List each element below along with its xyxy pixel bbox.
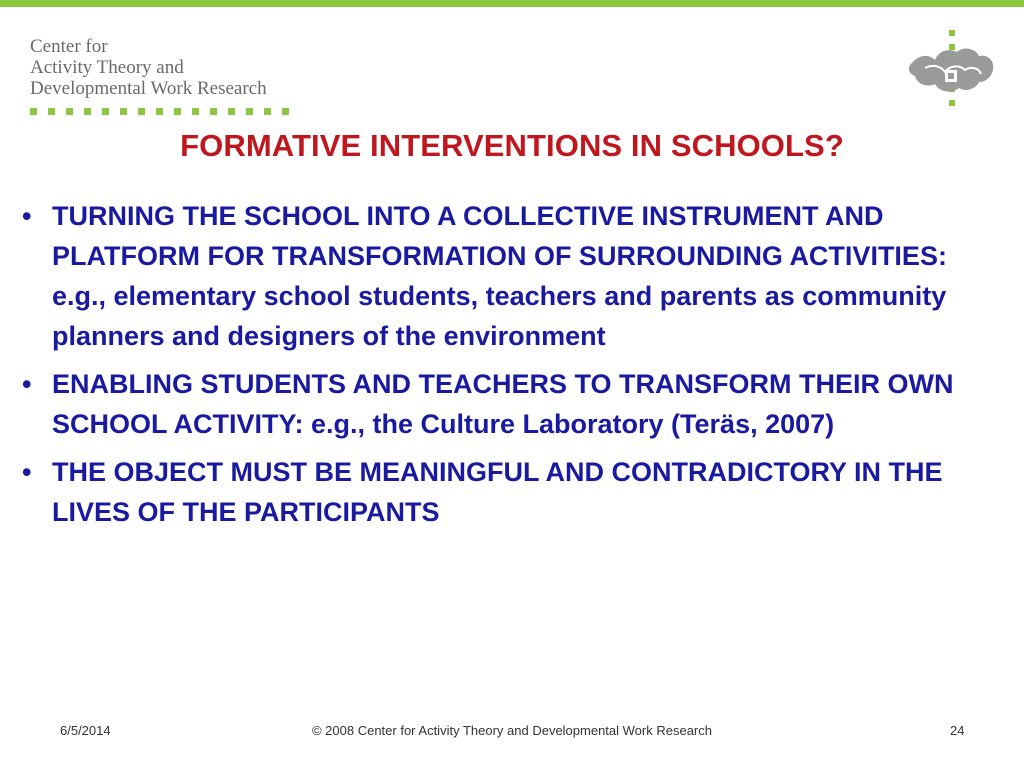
bullet-dot-icon: • <box>22 369 32 399</box>
org-name-line-1: Center for <box>30 36 108 57</box>
footer-copyright: © 2008 Center for Activity Theory and Developmental Work Research <box>311 723 712 738</box>
bullet-item <box>22 364 1002 444</box>
org-dotted-divider <box>30 108 330 116</box>
top-accent-bar <box>0 0 1024 7</box>
org-name-line-2: Activity Theory and <box>30 57 184 78</box>
footer-date: 6/5/2014 <box>60 723 111 738</box>
bullet-item <box>22 452 1002 532</box>
bullet-text: THE OBJECT MUST BE MEANINGFUL AND CONTRADICTORY IN THE LIVES OF THE PARTICIPANTS <box>52 457 943 527</box>
bullet-item <box>22 196 1002 356</box>
university-flame-logo-icon <box>905 30 997 118</box>
org-name-line-3: Developmental Work Research <box>30 78 267 99</box>
bullet-dot-icon: • <box>22 457 32 487</box>
bullet-list <box>22 196 1002 540</box>
slide-title: FORMATIVE INTERVENTIONS IN SCHOOLS? <box>180 128 844 163</box>
bullet-dot-icon: • <box>22 201 32 231</box>
footer-page-number: 24 <box>950 723 965 738</box>
org-name-block <box>30 36 330 116</box>
bullet-text: TURNING THE SCHOOL INTO A COLLECTIVE INSTRUMENT AND PLATFORM FOR TRANSFORMATION OF SURROUNDING ACTIVITIES: e.g., elementary school students, teachers and parents as community planners and designers of the environment <box>52 201 947 351</box>
bullet-text: ENABLING STUDENTS AND TEACHERS TO TRANSFORM THEIR OWN SCHOOL ACTIVITY: e.g., the Culture Laboratory (Teräs, 2007) <box>52 369 954 439</box>
